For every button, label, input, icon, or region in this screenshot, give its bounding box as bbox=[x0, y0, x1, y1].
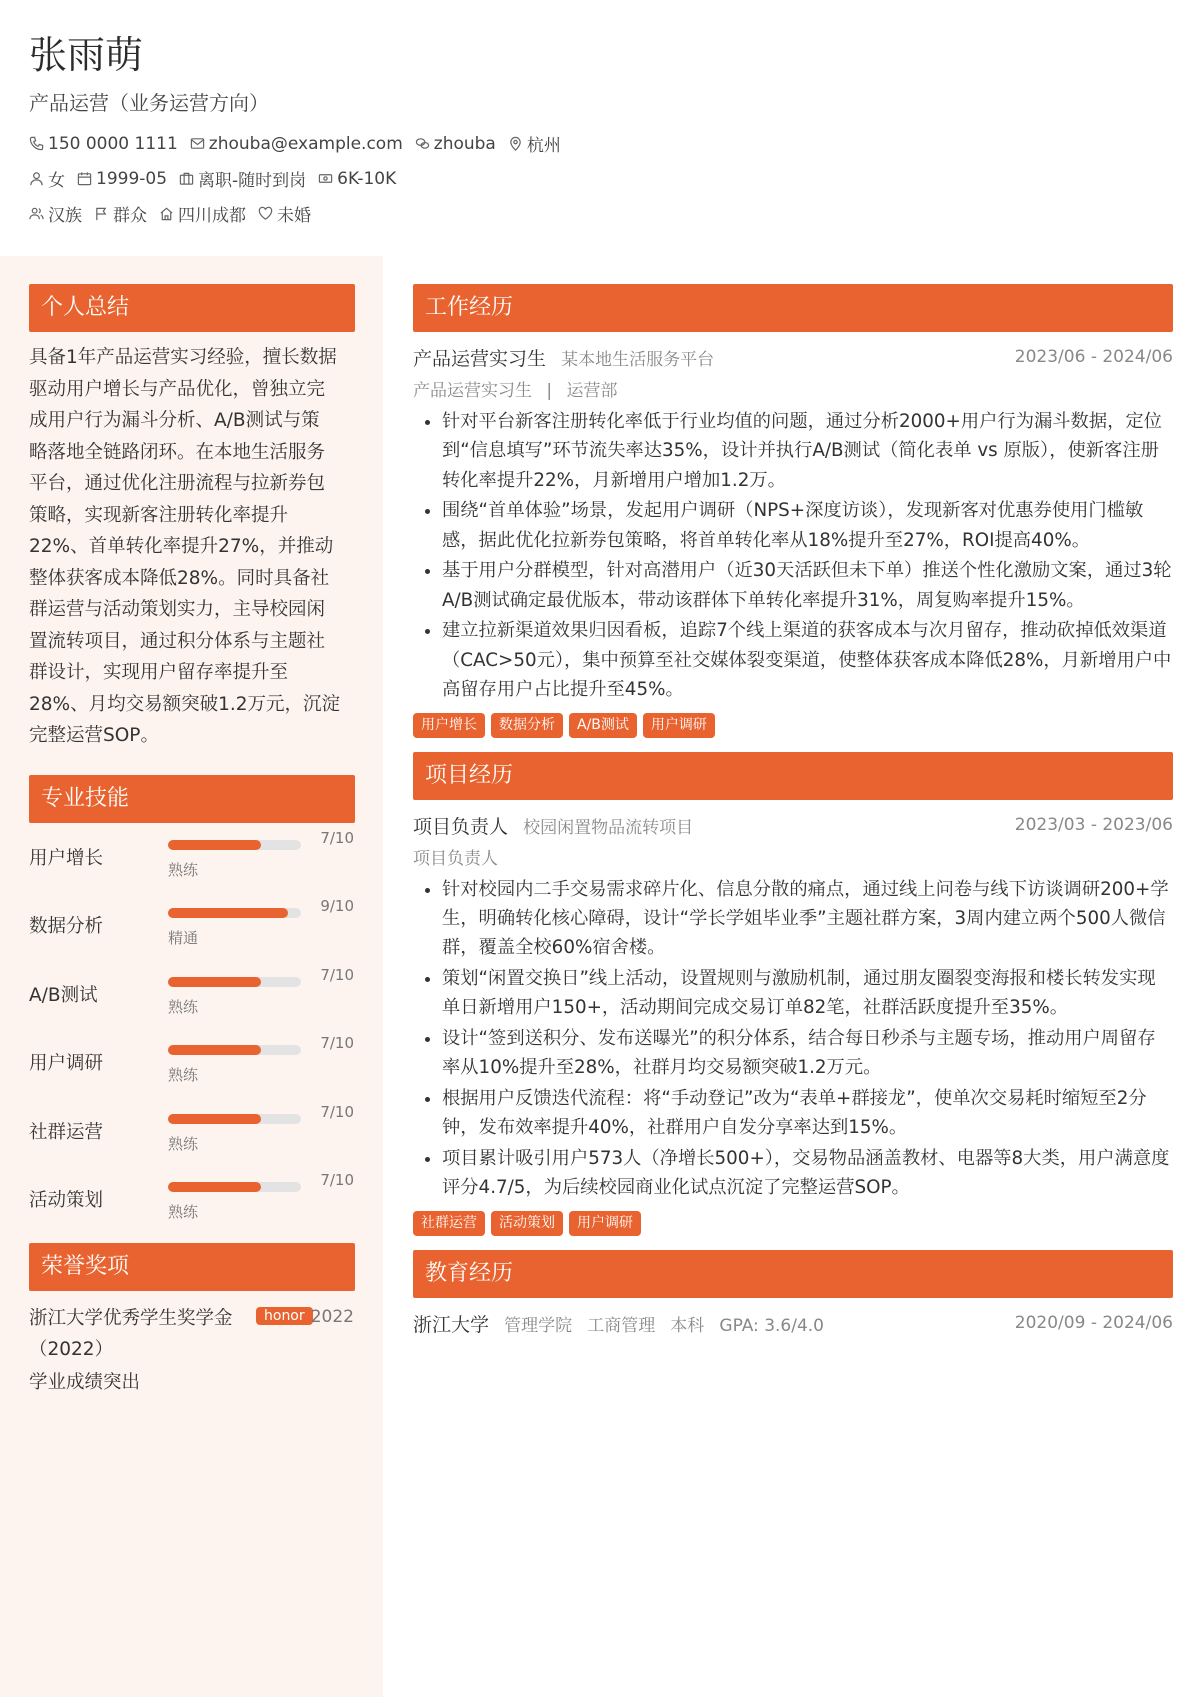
work-item bbox=[413, 344, 1173, 738]
skill-bar-fill bbox=[168, 1182, 261, 1192]
summary-line: 整体获客成本降低28%。同时具备社 bbox=[29, 567, 330, 589]
calendar-icon bbox=[77, 171, 92, 186]
work-tags bbox=[413, 713, 1173, 738]
skill-item bbox=[29, 960, 354, 1029]
skill-tag: 数据分析 bbox=[491, 713, 563, 738]
work-heading: 工作经历 bbox=[413, 284, 1173, 332]
honor-tag: honor bbox=[256, 1307, 313, 1325]
hometown-info bbox=[159, 201, 246, 226]
edu-college: 管理学院 bbox=[504, 1315, 573, 1336]
email-text: zhouba@example.com bbox=[208, 133, 403, 154]
skill-bar bbox=[168, 908, 301, 918]
list-item: • 基于用户分群模型，针对高潜用户（近30天活跃但未下单）推送个性化激励文案，通过3轮A/B测试确定最优版本，带动该群体下单转化率提升31%，周复购率提升15%。 bbox=[442, 556, 1173, 615]
skill-name: 用户调研 bbox=[29, 1053, 104, 1074]
skill-tag: 用户调研 bbox=[643, 713, 715, 738]
edu-gpa: GPA: 3.6/4.0 bbox=[719, 1315, 824, 1336]
list-item: • 针对平台新客注册转化率低于行业均值的问题，通过分析2000+用户行为漏斗数据，定位到“信息填写”环节流失率达35%，设计并执行A/B测试（简化表单 vs 原版），使新客注册转化率提升22%，月新增用户增加1.2万。 bbox=[442, 407, 1173, 495]
work-bullets bbox=[413, 407, 1173, 705]
skill-level: 精通 bbox=[168, 929, 199, 947]
skill-level: 熟练 bbox=[168, 1066, 199, 1084]
wechat-text: zhouba bbox=[433, 133, 496, 154]
skill-bar bbox=[168, 1045, 301, 1055]
skill-bar bbox=[168, 977, 301, 987]
project-bullets bbox=[413, 875, 1173, 1203]
email-info bbox=[190, 134, 403, 154]
education-heading: 教育经历 bbox=[413, 1250, 1173, 1298]
honor-year: 2022 bbox=[310, 1306, 354, 1327]
job-sub-role: 产品运营实习生 bbox=[413, 381, 532, 401]
education-item bbox=[413, 1310, 1173, 1340]
candidate-name: 张雨萌 bbox=[29, 33, 144, 77]
skill-tag: 活动策划 bbox=[491, 1211, 563, 1236]
summary-line: 策略，实现新客注册转化率提升 bbox=[29, 504, 289, 526]
skill-bar-fill bbox=[168, 840, 261, 850]
skill-score: 7/10 bbox=[320, 1171, 354, 1189]
job-subtitle bbox=[413, 376, 1173, 402]
summary-line: 成用户行为漏斗分析、A/B测试与策 bbox=[29, 410, 320, 431]
summary-line: 群运营与活动策划实力，主导校园闲 bbox=[29, 599, 326, 620]
status-text: 离职-随时到岗 bbox=[198, 171, 307, 191]
phone-info bbox=[29, 134, 178, 154]
skill-bar-fill bbox=[168, 977, 261, 987]
skill-level: 熟练 bbox=[168, 860, 199, 879]
project-item bbox=[413, 812, 1173, 1236]
work-item-header bbox=[413, 344, 1173, 374]
skill-level: 熟练 bbox=[168, 1203, 199, 1221]
people-icon bbox=[29, 206, 44, 221]
list-item: • 设计“签到送积分、发布送曝光”的积分体系，结合每日秒杀与主题专场，推动用户周留存率从10%提升至28%，社群月均交易额突破1.2万元。 bbox=[442, 1024, 1173, 1083]
edu-school: 浙江大学 bbox=[413, 1313, 490, 1336]
edu-degree: 本科 bbox=[670, 1315, 705, 1336]
marital-info bbox=[258, 201, 311, 226]
political-text: 群众 bbox=[113, 206, 147, 226]
skill-bar bbox=[168, 1182, 301, 1192]
summary-line: 具备1年产品运营实习经验，擅长数据 bbox=[29, 347, 337, 368]
honor-desc: 学业成绩突出 bbox=[29, 1371, 141, 1393]
project-name: 校园闲置物品流转项目 bbox=[523, 817, 694, 838]
gender-info bbox=[29, 166, 65, 191]
mail-icon bbox=[190, 136, 205, 151]
skill-bar-fill bbox=[168, 1114, 261, 1124]
list-item: • 建立拉新渠道效果归因看板，追踪7个线上渠道的获客成本与次月留存，推动砍掉低效渠道（CAC>50元），集中预算至社交媒体裂变渠道，使整体获客成本降低28%，月新增用户中高留存用户占比提升至45%。 bbox=[442, 616, 1173, 704]
skill-level: 熟练 bbox=[168, 997, 199, 1016]
skill-tag: A/B测试 bbox=[569, 713, 637, 738]
job-dept: 运营部 bbox=[566, 381, 618, 401]
gender-text: 女 bbox=[48, 171, 65, 191]
honor-name: 浙江大学优秀学生奖学金（2022） bbox=[29, 1307, 233, 1360]
skill-name: 用户增长 bbox=[29, 847, 104, 869]
candidate-title: 产品运营（业务运营方向） bbox=[29, 91, 269, 115]
summary-line: 置流转项目，通过积分体系与主题社 bbox=[29, 630, 326, 652]
project-subtitle bbox=[413, 844, 1173, 870]
skills-heading: 专业技能 bbox=[29, 775, 355, 823]
skill-name: 数据分析 bbox=[29, 916, 104, 937]
user-icon bbox=[29, 171, 44, 186]
skill-score: 9/10 bbox=[320, 897, 354, 915]
skill-item bbox=[29, 1097, 354, 1166]
skill-bar bbox=[168, 1114, 301, 1124]
marital-text: 未婚 bbox=[277, 206, 311, 226]
home-icon bbox=[159, 206, 174, 221]
birth-text: 1999-05 bbox=[96, 168, 168, 189]
list-item: • 策划“闲置交换日”线上活动，设置规则与激励机制，通过朋友圈裂变海报和楼长转发实现单日新增用户150+，活动期间完成交易订单82笔，社群活跃度提升至35%。 bbox=[442, 964, 1173, 1023]
project-date: 2023/03 - 2023/06 bbox=[1014, 814, 1173, 835]
skill-name: 社群运营 bbox=[29, 1121, 104, 1143]
salary-text: 6K-10K bbox=[337, 168, 397, 189]
honor-item bbox=[29, 1303, 354, 1398]
sidebar bbox=[0, 256, 383, 1697]
skills-list bbox=[29, 823, 354, 1234]
list-item: • 项目累计吸引用户573人（净增长500+），交易物品涵盖教材、电器等8大类，用户满意度评分4.7/5，为后续校园商业化试点沉淀了完整运营SOP。 bbox=[442, 1144, 1173, 1203]
location-icon bbox=[508, 136, 523, 151]
edu-major: 工商管理 bbox=[587, 1315, 656, 1336]
project-sub-role: 项目负责人 bbox=[413, 848, 498, 869]
summary-text bbox=[29, 342, 354, 752]
phone-icon bbox=[29, 136, 44, 151]
summary-line: 22%、首单转化率提升27%，并推动 bbox=[29, 536, 334, 557]
skill-bar-fill bbox=[168, 1045, 261, 1055]
summary-line: 驱动用户增长与产品优化，曾独立完 bbox=[29, 378, 326, 400]
personal-row bbox=[29, 165, 1169, 192]
skill-score: 7/10 bbox=[320, 1034, 354, 1052]
summary-line: 群设计，实现用户留存率提升至 bbox=[29, 662, 289, 683]
job-org: 某本地生活服务平台 bbox=[561, 350, 715, 370]
list-item: • 围绕“首单体验”场景，发起用户调研（NPS+深度访谈），发现新客对优惠券使用门槛敏感，据此优化拉新券包策略，将首单转化率从18%提升至27%，ROI提高40%。 bbox=[442, 496, 1173, 555]
location-info bbox=[508, 131, 561, 156]
contact-row bbox=[29, 130, 1169, 157]
skill-score: 7/10 bbox=[320, 828, 354, 847]
skill-name: A/B测试 bbox=[29, 984, 98, 1006]
wechat-info bbox=[415, 134, 496, 154]
skill-level: 熟练 bbox=[168, 1134, 199, 1153]
project-item-header bbox=[413, 812, 1173, 842]
summary-line: 28%、月均交易额突破1.2万元，沉淀 bbox=[29, 693, 341, 715]
skill-item bbox=[29, 1028, 354, 1097]
heart-icon bbox=[258, 206, 273, 221]
ethnicity-text: 汉族 bbox=[48, 206, 82, 226]
skill-tag: 社群运营 bbox=[413, 1211, 485, 1236]
project-tags bbox=[413, 1211, 1173, 1236]
phone-text: 150 0000 1111 bbox=[48, 133, 178, 154]
briefcase-icon bbox=[179, 171, 194, 186]
separator: | bbox=[546, 381, 553, 401]
skill-item bbox=[29, 1165, 354, 1234]
flag-icon bbox=[94, 206, 109, 221]
summary-line: 平台，通过优化注册流程与拉新券包 bbox=[29, 473, 326, 494]
skill-bar-fill bbox=[168, 908, 288, 918]
summary-heading: 个人总结 bbox=[29, 284, 355, 332]
skill-bar bbox=[168, 840, 301, 850]
skill-name: 活动策划 bbox=[29, 1190, 104, 1211]
salary-info bbox=[318, 169, 396, 189]
location-text: 杭州 bbox=[526, 136, 561, 156]
wechat-icon bbox=[415, 136, 430, 151]
skill-tag: 用户增长 bbox=[413, 713, 485, 738]
list-item: • 针对校园内二手交易需求碎片化、信息分散的痛点，通过线上问卷与线下访谈调研200+学生，明确转化核心障碍，设计“学长学姐毕业季”主题社群方案，3周内建立两个500人微信群，覆盖全校60%宿舍楼。 bbox=[442, 875, 1173, 963]
main-content bbox=[413, 256, 1173, 1340]
resume-header bbox=[29, 30, 1169, 227]
money-icon bbox=[318, 171, 333, 186]
honors-heading: 荣誉奖项 bbox=[29, 1243, 355, 1291]
skill-score: 7/10 bbox=[320, 1102, 354, 1121]
job-date: 2023/06 - 2024/06 bbox=[1014, 347, 1173, 367]
job-role: 产品运营实习生 bbox=[413, 348, 547, 370]
skill-tag: 用户调研 bbox=[569, 1211, 641, 1236]
ethnicity-info bbox=[29, 201, 82, 226]
background-row bbox=[29, 200, 1169, 227]
list-item: • 根据用户反馈迭代流程：将“手动登记”改为“表单+群接龙”，使单次交易耗时缩短至2分钟，发布效率提升40%，社群用户自发分享率达到15%。 bbox=[442, 1084, 1173, 1143]
political-info bbox=[94, 201, 147, 226]
skill-item bbox=[29, 891, 354, 960]
projects-heading: 项目经历 bbox=[413, 752, 1173, 800]
hometown-text: 四川成都 bbox=[178, 206, 246, 226]
summary-line: 略落地全链路闭环。在本地生活服务 bbox=[29, 441, 326, 463]
summary-line: 完整运营SOP。 bbox=[29, 725, 159, 746]
edu-date: 2020/09 - 2024/06 bbox=[1014, 1312, 1173, 1333]
status-info bbox=[179, 166, 306, 191]
project-role: 项目负责人 bbox=[413, 815, 509, 838]
skill-score: 7/10 bbox=[320, 965, 354, 984]
skill-item bbox=[29, 823, 354, 892]
birth-info bbox=[77, 169, 167, 189]
